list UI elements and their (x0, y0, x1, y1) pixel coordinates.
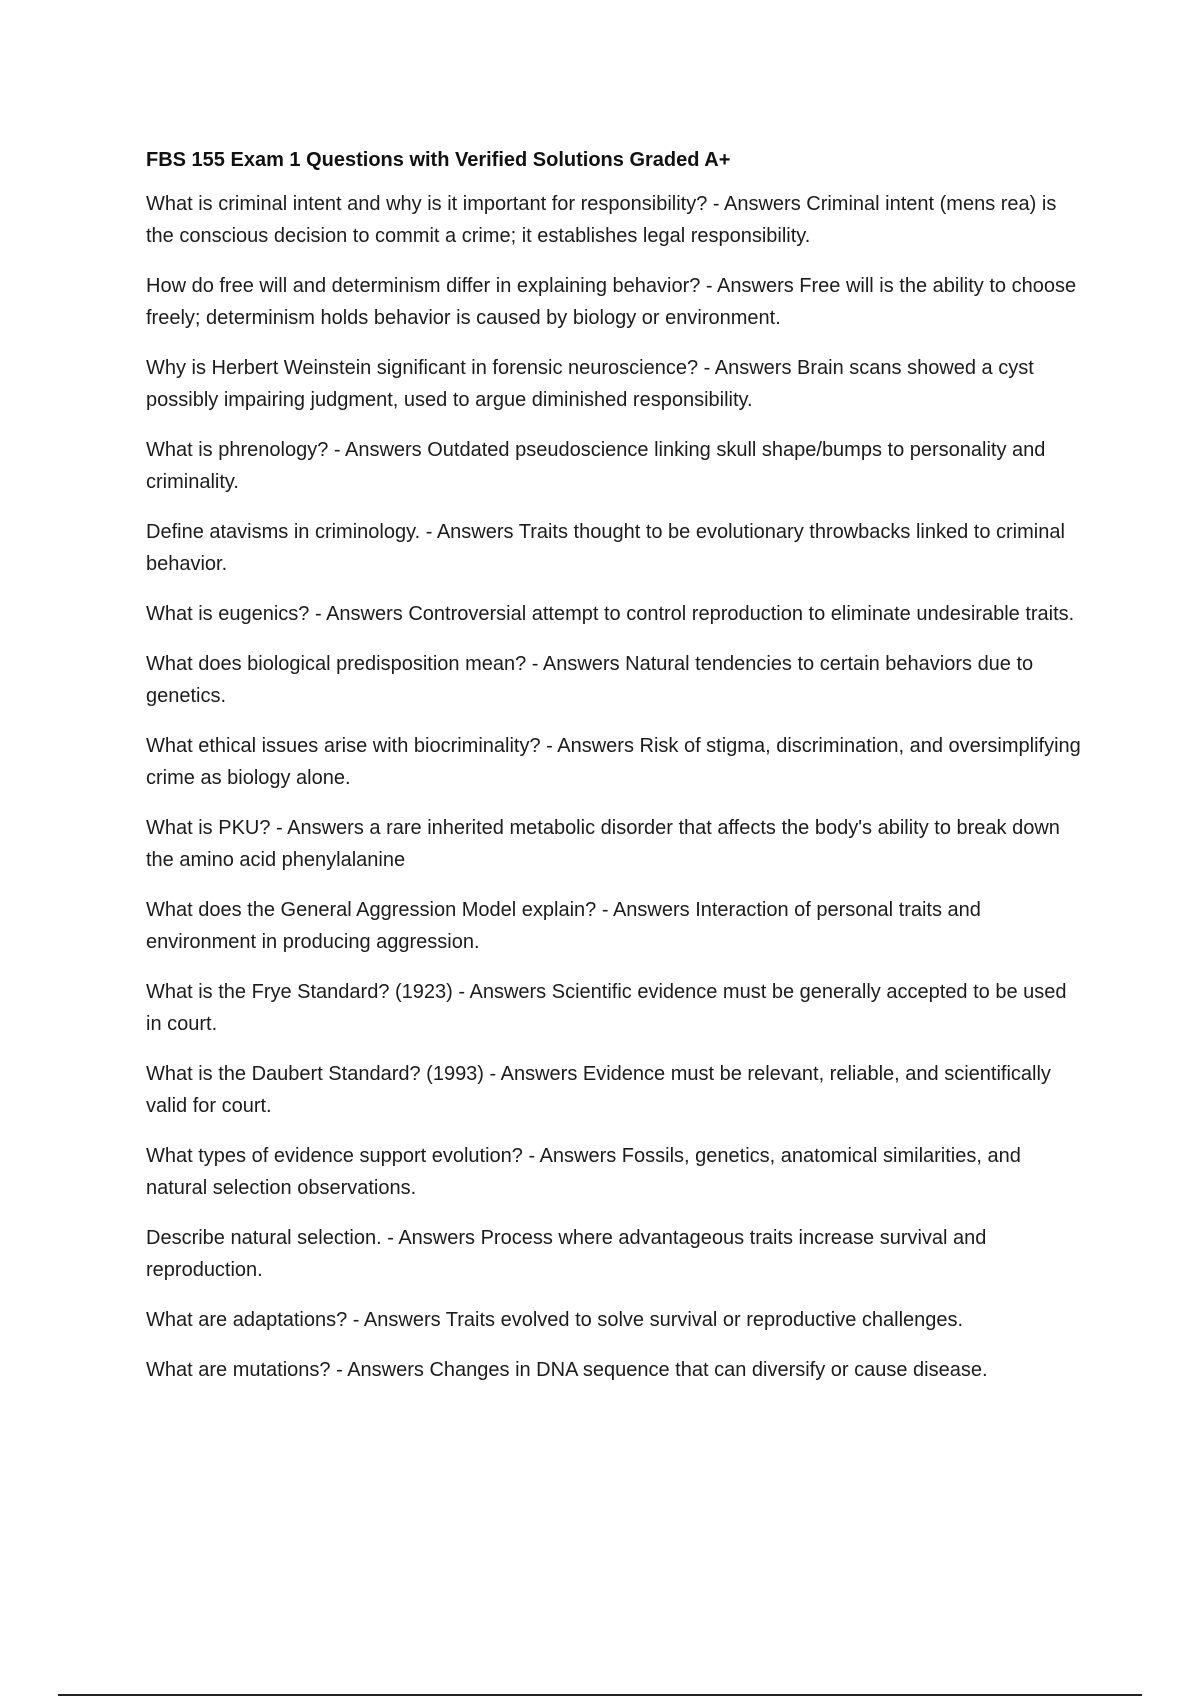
footer-divider (58, 1694, 1142, 1696)
qa-item: What are adaptations? - Answers Traits evolved to solve survival or reproductive challenges. (146, 1309, 964, 1331)
qa-item: What does the General Aggression Model explain? - Answers Interaction of personal traits and environment in producing aggression. (146, 899, 981, 953)
qa-item: What are mutations? - Answers Changes in DNA sequence that can diversify or cause disease. (146, 1359, 988, 1381)
qa-item: Why is Herbert Weinstein significant in forensic neuroscience? - Answers Brain scans showed a cyst possibly impairing judgment, used to argue diminished responsibility. (146, 357, 1034, 411)
qa-item: How do free will and determinism differ in explaining behavior? - Answers Free will is the ability to choose freely; determinism holds behavior is caused by biology or environment. (146, 275, 1077, 329)
qa-item: Define atavisms in criminology. - Answers Traits thought to be evolutionary throwbacks linked to criminal behavior. (146, 521, 1065, 575)
qa-item: What ethical issues arise with biocriminality? - Answers Risk of stigma, discrimination, and oversimplifying crime as biology alone. (146, 735, 1081, 789)
qa-item: What is the Frye Standard? (1923) - Answers Scientific evidence must be generally accepted to be used in court. (146, 981, 1067, 1035)
qa-list (146, 188, 1086, 1386)
qa-item: What types of evidence support evolution? - Answers Fossils, genetics, anatomical similarities, and natural selection observations. (146, 1145, 1021, 1199)
qa-item: What is phrenology? - Answers Outdated pseudoscience linking skull shape/bumps to personality and criminality. (146, 439, 1046, 493)
qa-item: What is the Daubert Standard? (1993) - Answers Evidence must be relevant, reliable, and scientifically valid for court. (146, 1063, 1051, 1117)
document-title: FBS 155 Exam 1 Questions with Verified Solutions Graded A+ (146, 149, 731, 171)
qa-item: Describe natural selection. - Answers Process where advantageous traits increase survival and reproduction. (146, 1227, 987, 1281)
document-content (146, 146, 1086, 1404)
qa-item: What does biological predisposition mean? - Answers Natural tendencies to certain behaviors due to genetics. (146, 653, 1034, 707)
qa-item: What is criminal intent and why is it important for responsibility? - Answers Criminal intent (mens rea) is the conscious decision to commit a crime; it establishes legal responsibility. (146, 193, 1057, 247)
qa-item: What is PKU? - Answers a rare inherited metabolic disorder that affects the body's ability to break down the amino acid phenylalanine (146, 817, 1060, 871)
qa-item: What is eugenics? - Answers Controversial attempt to control reproduction to eliminate undesirable traits. (146, 603, 1075, 625)
